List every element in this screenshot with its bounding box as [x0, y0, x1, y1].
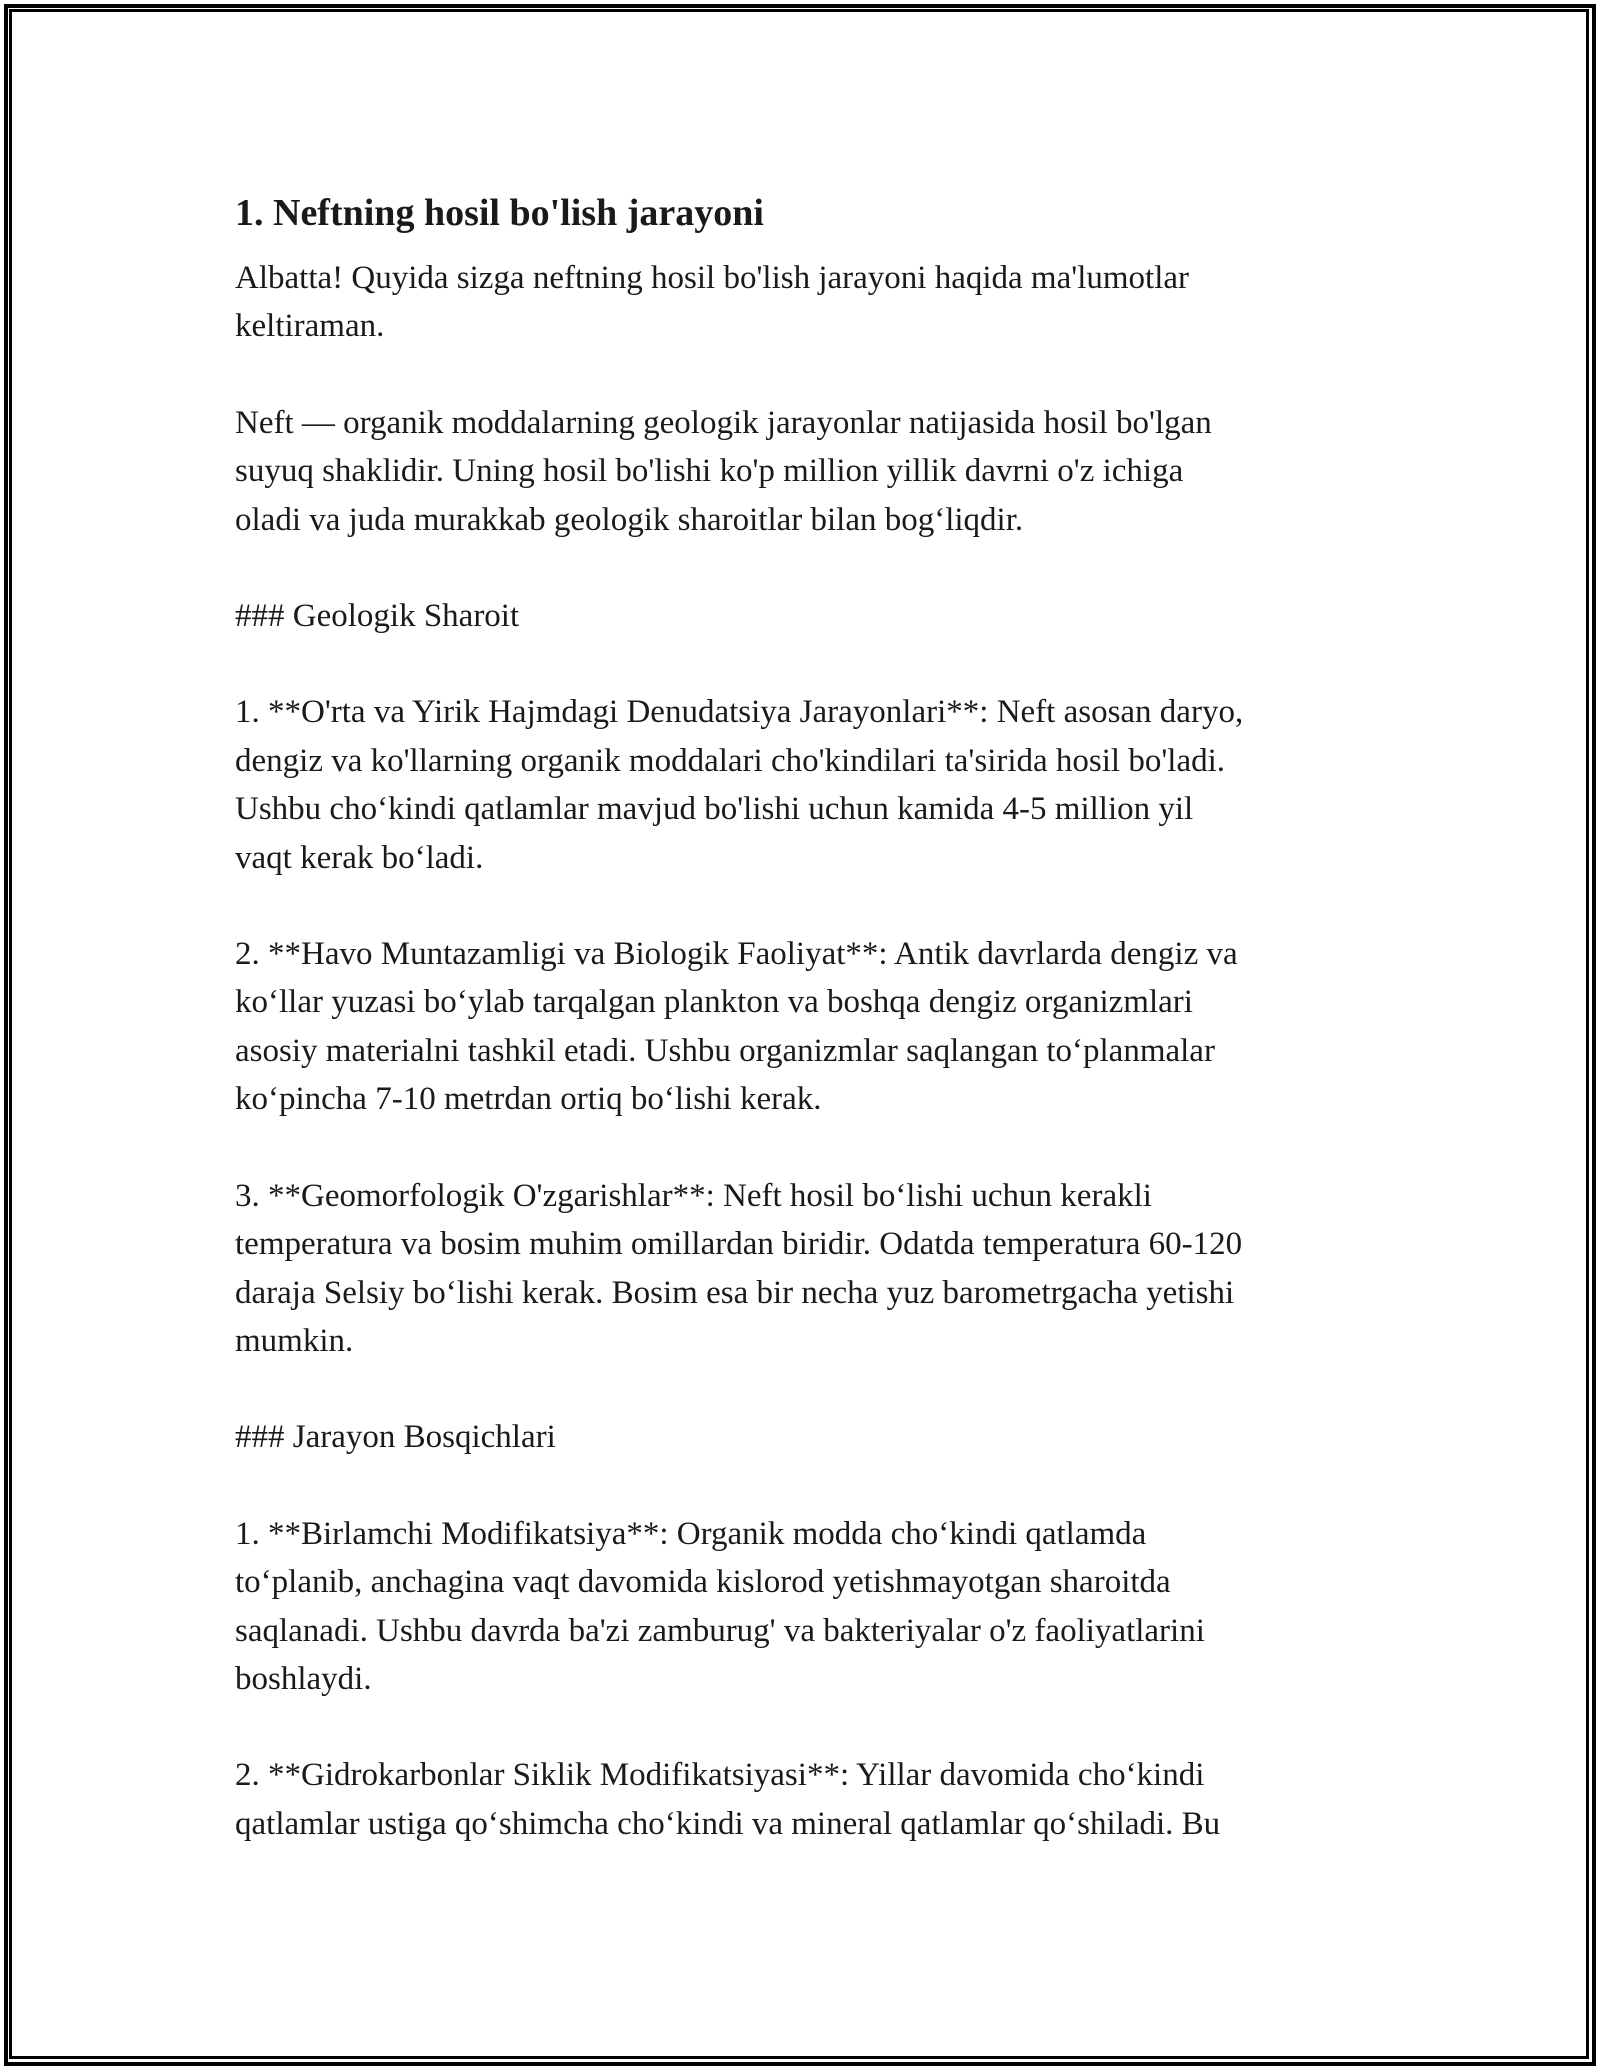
section-heading-geologik-sharoit: ### Geologik Sharoit	[235, 598, 520, 635]
document-title: 1. Neftning hosil bo'lish jarayoni	[235, 192, 764, 234]
intro-paragraph: Albatta! Quyida sizga neftning hosil bo'lish jarayoni haqida ma'lumotlar keltiraman.	[235, 260, 1190, 345]
section-heading-jarayon-bosqichlari: ### Jarayon Bosqichlari	[235, 1419, 556, 1456]
list-item-geomorfologik: 3. **Geomorfologik O'zgarishlar**: Neft hosil bo‘lishi uchun kerakli temperatura va bosim muhim omillardan biridir. Odatda temperatura 60-120 daraja Selsiy bo‘lishi kerak. Bosim esa bir necha yuz barometrgacha yetishi mumkin.	[235, 1177, 1243, 1359]
document-body	[235, 180, 1385, 1896]
list-item-denudatsiya: 1. **O'rta va Yirik Hajmdagi Denudatsiya Jarayonlari**: Neft asosan daryo, dengiz va ko'llarning organik moddalari cho'kindilari ta'sirida hosil bo'ladi. Ushbu cho‘kindi qatlamlar mavjud bo'lishi uchun kamida 4-5 million yil vaqt kerak bo‘ladi.	[235, 694, 1244, 876]
list-item-birlamchi-modifikatsiya: 1. **Birlamchi Modifikatsiya**: Organik modda cho‘kindi qatlamda to‘planib, anchagina vaqt davomida kislorod yetishmayotgan sharoitda saqlanadi. Ushbu davrda ba'zi zamburug' va bakteriyalar o'z faoliyatlarini boshlaydi.	[235, 1515, 1205, 1697]
list-item-biologik-faoliyat: 2. **Havo Muntazamligi va Biologik Faoliyat**: Antik davrlarda dengiz va ko‘llar yuzasi bo‘ylab tarqalgan plankton va boshqa dengiz organizmlari asosiy materialni tashkil etadi. Ushbu organizmlar saqlangan to‘planmalar ko‘pincha 7-10 metrdan ortiq bo‘lishi kerak.	[235, 936, 1238, 1118]
definition-paragraph: Neft — organik moddalarning geologik jarayonlar natijasida hosil bo'lgan suyuq shaklidir. Uning hosil bo'lishi ko'p million yillik davrni o'z ichiga oladi va juda murakkab geologik sharoitlar bilan bog‘liqdir.	[235, 404, 1212, 538]
list-item-gidrokarbonlar: 2. **Gidrokarbonlar Siklik Modifikatsiyasi**: Yillar davomida cho‘kindi qatlamlar ustiga qo‘shimcha cho‘kindi va mineral qatlamlar qo‘shiladi. Bu	[235, 1757, 1221, 1842]
